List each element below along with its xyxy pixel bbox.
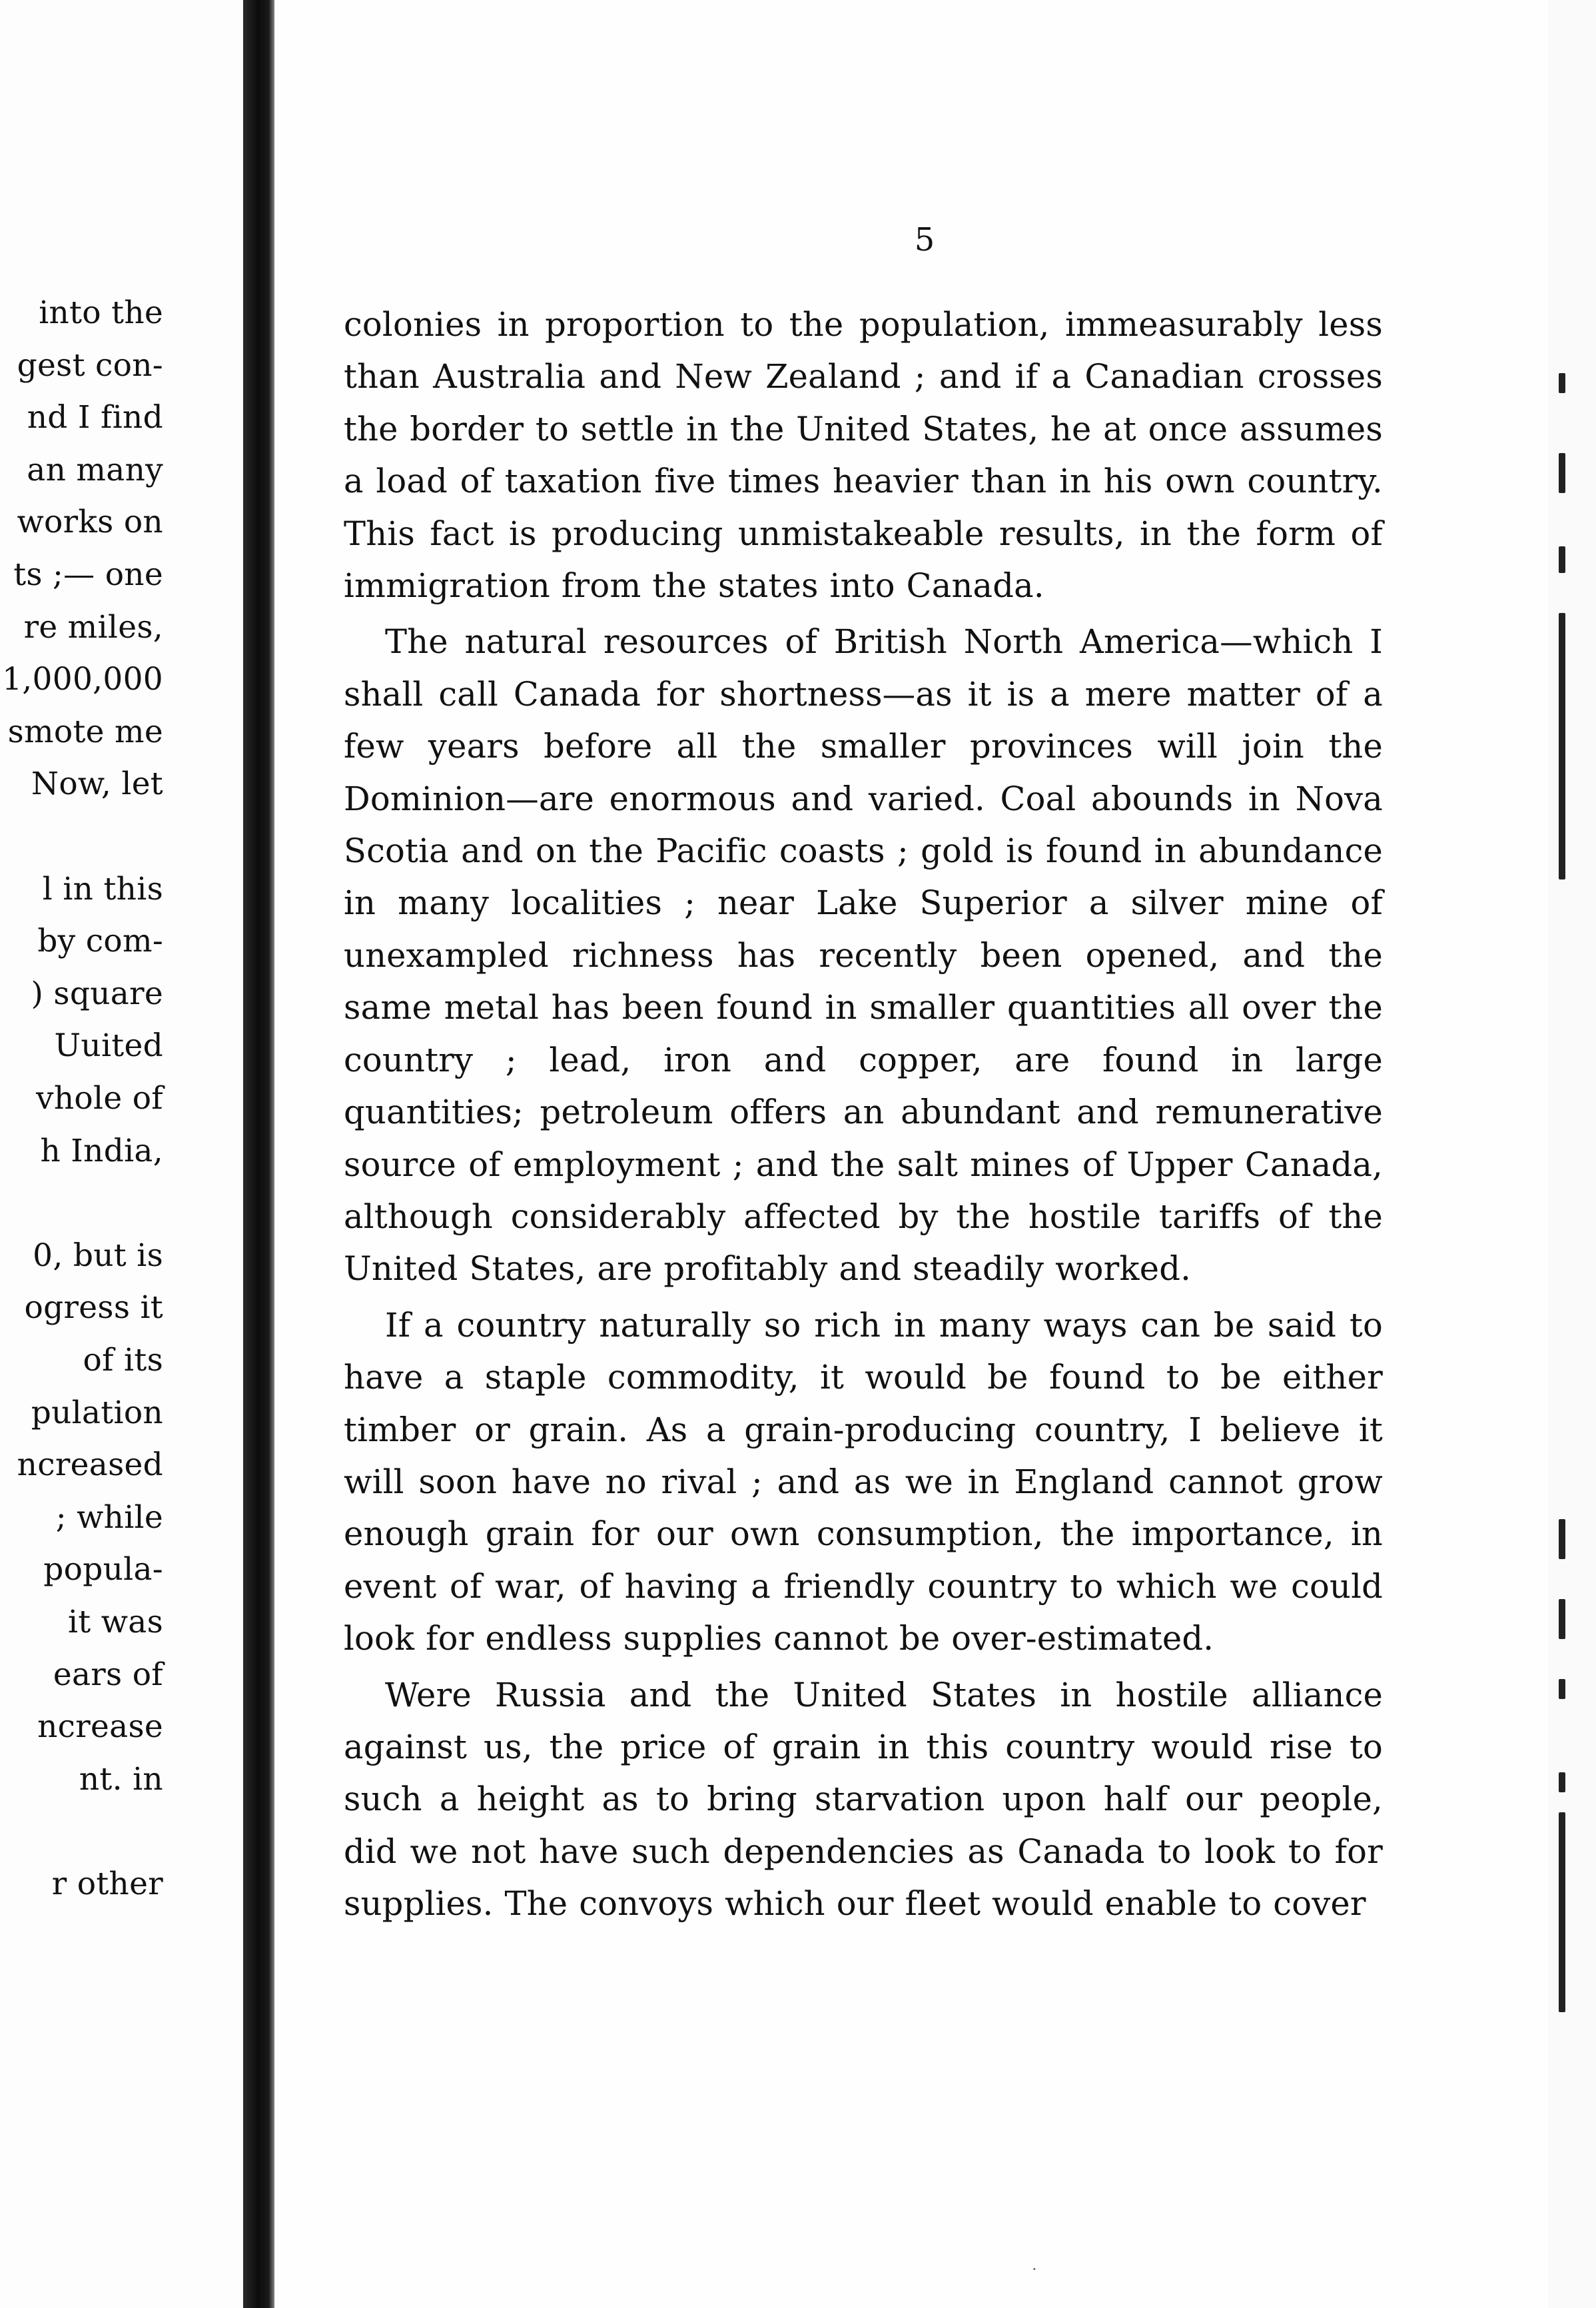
- edge-mark: [1559, 613, 1565, 879]
- left-page-line: 0, but is: [33, 1237, 163, 1274]
- edge-mark: [1559, 1519, 1565, 1559]
- edge-mark: [1559, 1679, 1565, 1699]
- left-page-line: ) square: [31, 975, 163, 1012]
- left-page-line: pulation: [31, 1394, 163, 1431]
- left-page-line: it was: [67, 1604, 163, 1640]
- left-page-line: an many: [27, 451, 163, 488]
- left-page-line: r other: [51, 1866, 163, 1902]
- left-page-line: nt. in: [79, 1760, 163, 1798]
- left-page-line: popula-: [43, 1551, 163, 1588]
- left-page-line: re miles,: [23, 608, 163, 646]
- right-page: [274, 0, 1548, 2308]
- left-page-line: ears of: [53, 1656, 163, 1693]
- right-page-edge: [1548, 0, 1596, 2308]
- edge-mark: [1559, 373, 1565, 393]
- edge-mark: [1559, 453, 1565, 493]
- edge-mark: [1559, 1599, 1565, 1639]
- left-page-line: works on: [17, 504, 163, 541]
- left-page-line: by com-: [37, 923, 163, 960]
- body-text: [344, 298, 1383, 1930]
- paragraph-4: Were Russia and the United States in hostile alliance against us, the price of grain in this country would rise to such a height as to bring starvation upon half our people, did we not have such dependencies as Canada to look to for supplies. The convoys which our fleet would enable to cover: [344, 1675, 1383, 1924]
- left-page-line: 1,000,000: [2, 661, 163, 698]
- left-page-line: nd I find: [27, 399, 163, 436]
- scan-speck: ·: [1032, 2260, 1037, 2279]
- edge-mark: [1559, 546, 1565, 573]
- left-page-line: ts ;— one: [13, 556, 163, 593]
- left-page-line: Now, let: [31, 766, 163, 803]
- left-page-line: smote me: [7, 713, 163, 750]
- edge-mark: [1559, 1812, 1565, 2012]
- paragraph-3: If a country naturally so rich in many ways can be said to have a staple commodity, it would be found to be either timber or grain. As a grain-producing country, I believe it will soon have no rival ; and as we in England cannot grow enough grain for our own consumption, the importance, in event of war, of having a friendly country to which we could look for endless supplies cannot be over-estimated.: [344, 1305, 1383, 1658]
- left-page-fragment: [0, 0, 243, 2308]
- left-page-line: vhole of: [36, 1080, 163, 1117]
- left-page-line: ; while: [55, 1498, 163, 1536]
- left-page-line: h India,: [40, 1132, 163, 1169]
- left-page-line: l in this: [42, 870, 163, 907]
- left-page-line: ncreased: [17, 1446, 163, 1484]
- left-page-line: Uuited: [54, 1027, 163, 1065]
- edge-mark: [1559, 1772, 1565, 1792]
- left-page-line: of its: [83, 1342, 163, 1379]
- paragraph-1: colonies in proportion to the population, immeasurably less than Australia and New Zealand ; and if a Canadian crosses the border to settle in the United States, he at once assumes a load of taxation five times heavier than in his own country. This fact is producing unmistakeable results, in the form of immigration from the states into Canada.: [344, 305, 1383, 606]
- left-page-line: gest con-: [17, 346, 163, 384]
- left-page-line: into the: [39, 294, 163, 331]
- left-page-line: ncrease: [37, 1708, 163, 1746]
- paragraph-2: The natural resources of British North America—which I shall call Canada for shortness—as it is a mere matter of a few years before all the smaller provinces will join the Dominion—are enormous and varied. Coal abounds in Nova Scotia and on the Pacific coasts ; gold is found in abundance in many localities ; near Lake Superior a silver mine of unexampled richness has recently been opened, and the same metal has been found in smaller quantities all over the country ; lead, iron and copper, are found in large quantities; petroleum offers an abundant and remunerative source of employment ; and the salt mines of Upper Canada, although considerably affected by the hostile tariffs of the United States, are profitably and steadily worked.: [344, 622, 1383, 1289]
- left-page-line: ogress it: [24, 1289, 163, 1327]
- page-number: 5: [914, 221, 935, 259]
